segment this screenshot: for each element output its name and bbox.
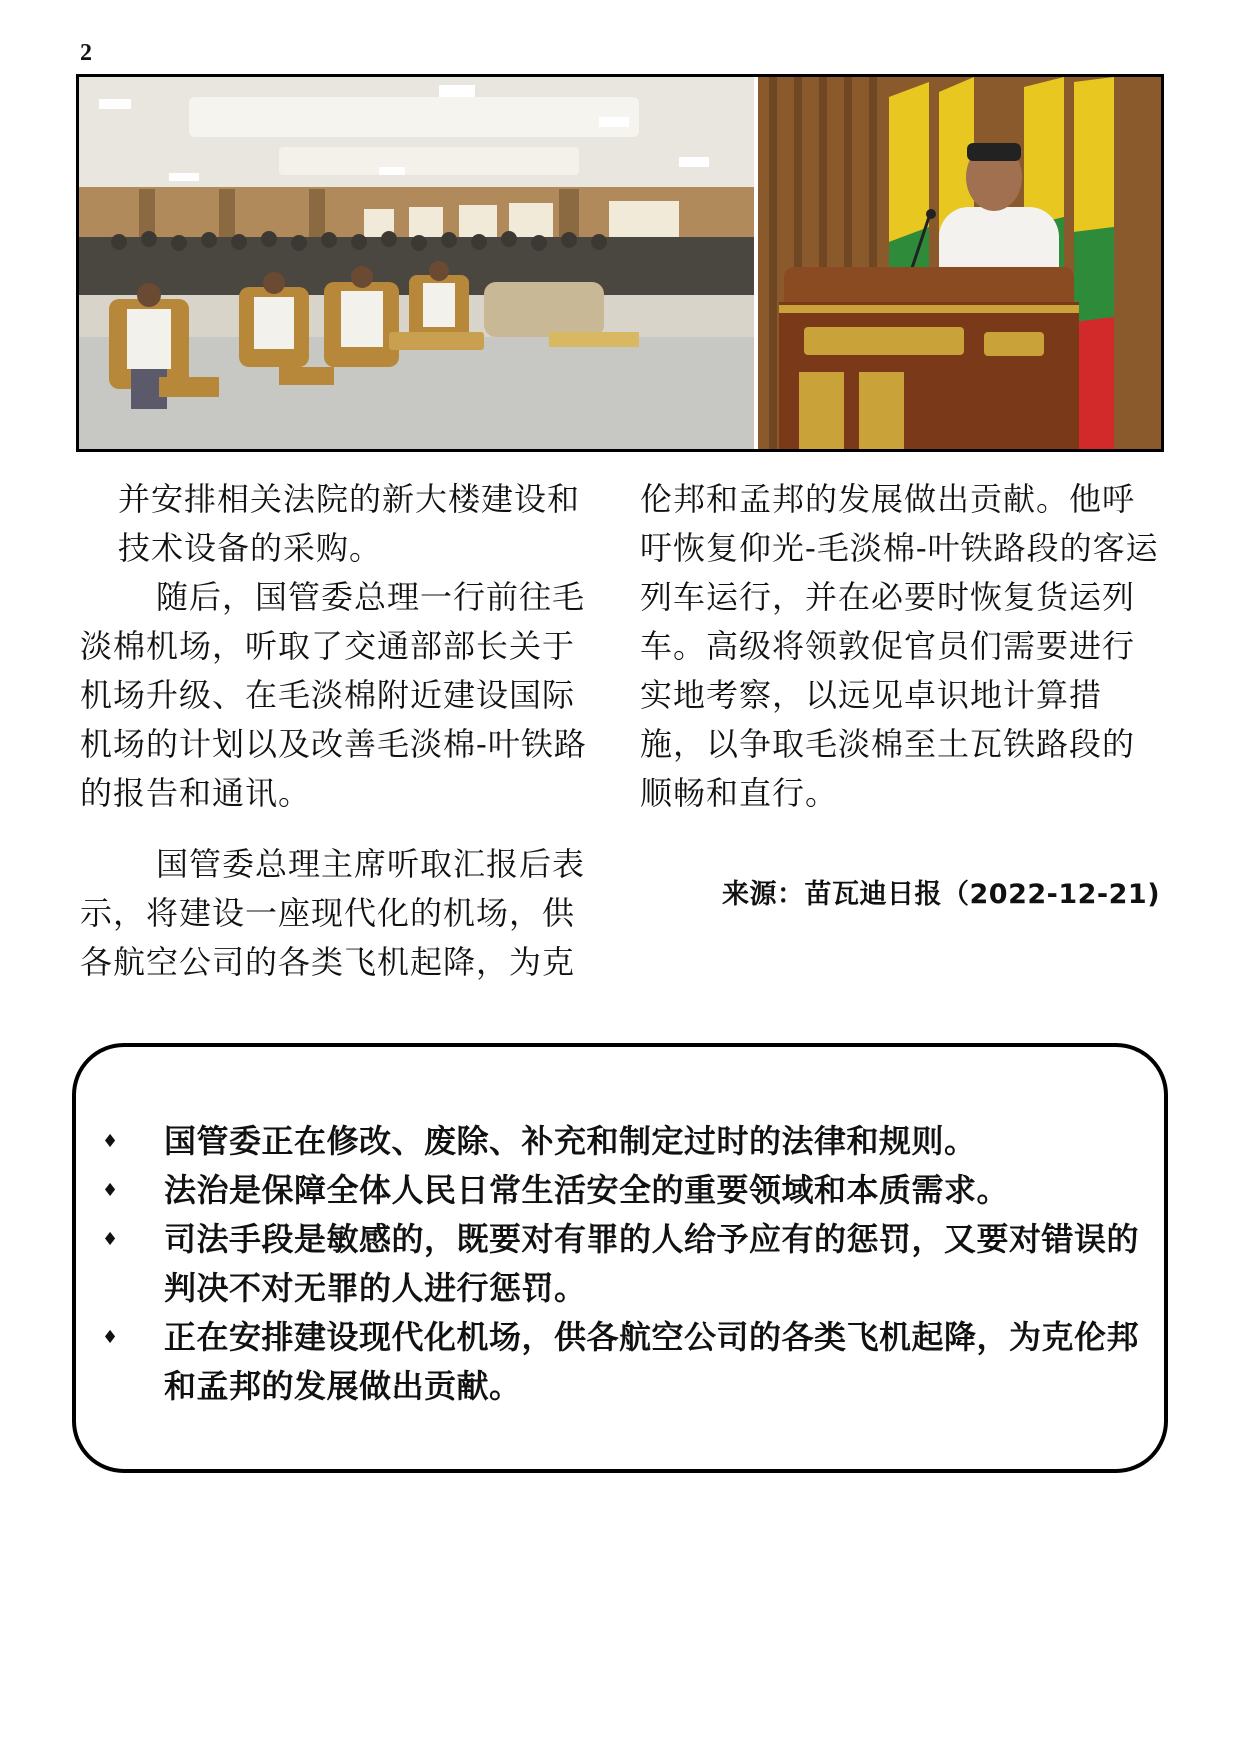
diamond-bullet-icon: ♦ — [102, 1131, 119, 1152]
article-right-column — [640, 475, 1165, 818]
summary-item — [102, 1117, 1142, 1166]
article-source: 来源：苗瓦迪日报（2022-12-21) — [722, 879, 1161, 910]
summary-item — [102, 1166, 1142, 1215]
summary-item — [102, 1215, 1142, 1313]
paragraph-remarks-continued: 伦邦和孟邦的发展做出贡献。他呼吁恢复仰光-毛淡棉-叶铁路段的客运列车运行，并在必要时恢复货运列车。高级将领敦促官员们需要进行实地考察，以远见卓识地计算措施，以争取毛淡棉至土瓦铁路段的顺畅和直行。 — [640, 480, 1159, 812]
summary-item-text: 法治是保障全体人民日常生活安全的重要领域和本质需求。 — [164, 1171, 1010, 1209]
summary-list — [102, 1117, 1142, 1411]
summary-box — [72, 1043, 1168, 1473]
photo-strip — [76, 74, 1164, 452]
paragraph-chairman-remarks: 国管委总理主席听取汇报后表示，将建设一座现代化的机场，供各航空公司的各类飞机起降，为克 — [80, 845, 586, 981]
diamond-bullet-icon: ♦ — [102, 1327, 119, 1348]
meeting-hall-photo — [79, 77, 754, 449]
article-left-column — [80, 475, 605, 987]
summary-item-text: 正在安排建设现代化机场，供各航空公司的各类飞机起降，为克伦邦和孟邦的发展做出贡献。 — [164, 1318, 1140, 1405]
diamond-bullet-icon: ♦ — [102, 1229, 119, 1250]
speaker-podium-photo — [758, 77, 1161, 449]
paragraph-continued: 并安排相关法院的新大楼建设和技术设备的采购。 — [118, 480, 581, 567]
diamond-bullet-icon: ♦ — [102, 1180, 119, 1201]
summary-item — [102, 1313, 1142, 1411]
page-number: 2 — [80, 40, 92, 66]
summary-item-text: 国管委正在修改、废除、补充和制定过时的法律和规则。 — [164, 1122, 977, 1160]
summary-item-text: 司法手段是敏感的，既要对有罪的人给予应有的惩罚，又要对错误的判决不对无罪的人进行惩罚。 — [164, 1220, 1140, 1307]
paragraph-airport-visit: 随后，国管委总理一行前往毛淡棉机场，听取了交通部部长关于机场升级、在毛淡棉附近建设国际机场的计划以及改善毛淡棉-叶铁路的报告和通讯。 — [80, 578, 587, 812]
